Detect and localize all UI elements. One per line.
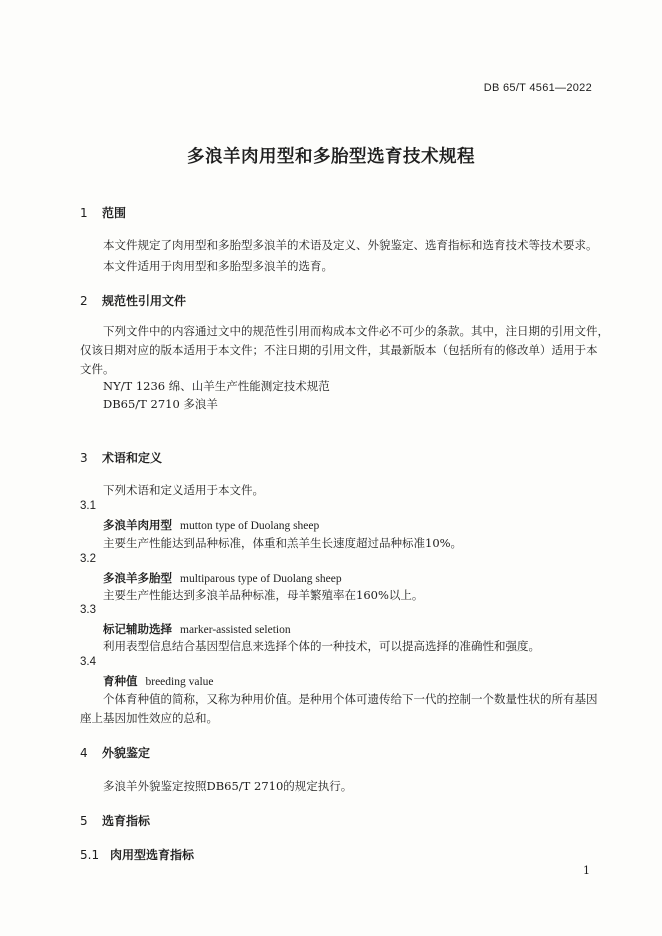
section-title: 范围 <box>102 206 127 220</box>
term-english: multiparous type of Duolang sheep <box>180 573 342 585</box>
term-entry <box>103 517 319 533</box>
section-title: 术语和定义 <box>102 451 163 465</box>
term-entry <box>103 570 342 586</box>
term-number: 3.3 <box>80 604 96 616</box>
term-chinese: 标记辅助选择 <box>103 622 172 636</box>
page-number: 1 <box>583 864 590 877</box>
term-definition: 主要生产性能达到多浪羊品种标准，母羊繁殖率在160%以上。 <box>103 588 424 602</box>
term-definition: 利用表型信息结合基因型信息来选择个体的一种技术，可以提高选择的准确性和强度。 <box>103 639 540 653</box>
term-chinese: 育种值 <box>103 674 138 688</box>
subsection-5-1-heading <box>80 846 194 863</box>
paragraph: 下列术语和定义适用于本文件。 <box>103 483 264 497</box>
section-number: 5 <box>80 814 88 828</box>
document-id: DB 65/T 4561—2022 <box>483 82 592 94</box>
term-definition-line: 个体育种值的简称，又称为种用价值。是种用个体可遗传给下一代的控制一个数量性状的所有基因 <box>103 692 598 706</box>
section-number: 3 <box>80 451 88 465</box>
paragraph: 本文件规定了肉用型和多胎型多浪羊的术语及定义、外貌鉴定、选育指标和选育技术等技术要求。 <box>103 238 598 252</box>
term-entry <box>103 673 214 689</box>
section-number: 4 <box>80 746 88 760</box>
paragraph: 多浪羊外貌鉴定按照DB65/T 2710的规定执行。 <box>103 779 353 793</box>
section-4-heading <box>80 744 150 761</box>
section-number: 1 <box>80 206 88 220</box>
section-title: 规范性引用文件 <box>102 294 187 308</box>
section-title: 选育指标 <box>102 814 151 828</box>
section-5-heading <box>80 812 150 829</box>
paragraph-line: 下列文件中的内容通过文中的规范性引用而构成本文件必不可少的条款。其中，注日期的引用文件， <box>103 324 609 338</box>
section-title: 外貌鉴定 <box>102 746 151 760</box>
section-1-heading <box>80 204 126 221</box>
normative-reference: DB65/T 2710 多浪羊 <box>103 397 218 411</box>
document-title: 多浪羊肉用型和多胎型选育技术规程 <box>187 147 475 167</box>
section-3-heading <box>80 449 162 466</box>
term-number: 3.4 <box>80 656 96 668</box>
normative-reference: NY/T 1236 绵、山羊生产性能测定技术规范 <box>103 379 330 393</box>
term-english: mutton type of Duolang sheep <box>180 520 320 532</box>
term-number: 3.2 <box>80 553 96 565</box>
term-english: breeding value <box>145 676 214 688</box>
subsection-number: 5.1 <box>80 848 100 862</box>
subsection-title: 肉用型选育指标 <box>110 848 195 862</box>
term-number: 3.1 <box>80 500 96 512</box>
term-chinese: 多浪羊肉用型 <box>103 518 172 532</box>
term-definition: 主要生产性能达到品种标准，体重和羔羊生长速度超过品种标准10%。 <box>103 536 463 550</box>
section-2-heading <box>80 292 186 309</box>
paragraph-line: 仅该日期对应的版本适用于本文件；不注日期的引用文件，其最新版本（包括所有的修改单）适用于本 <box>80 343 598 357</box>
term-english: marker-assisted seletion <box>180 624 291 636</box>
section-number: 2 <box>80 294 88 308</box>
term-entry <box>103 621 291 637</box>
term-definition-line: 座上基因加性效应的总和。 <box>80 711 218 725</box>
paragraph-line: 文件。 <box>80 362 115 376</box>
term-chinese: 多浪羊多胎型 <box>103 571 172 585</box>
paragraph: 本文件适用于肉用型和多胎型多浪羊的选育。 <box>103 259 333 273</box>
